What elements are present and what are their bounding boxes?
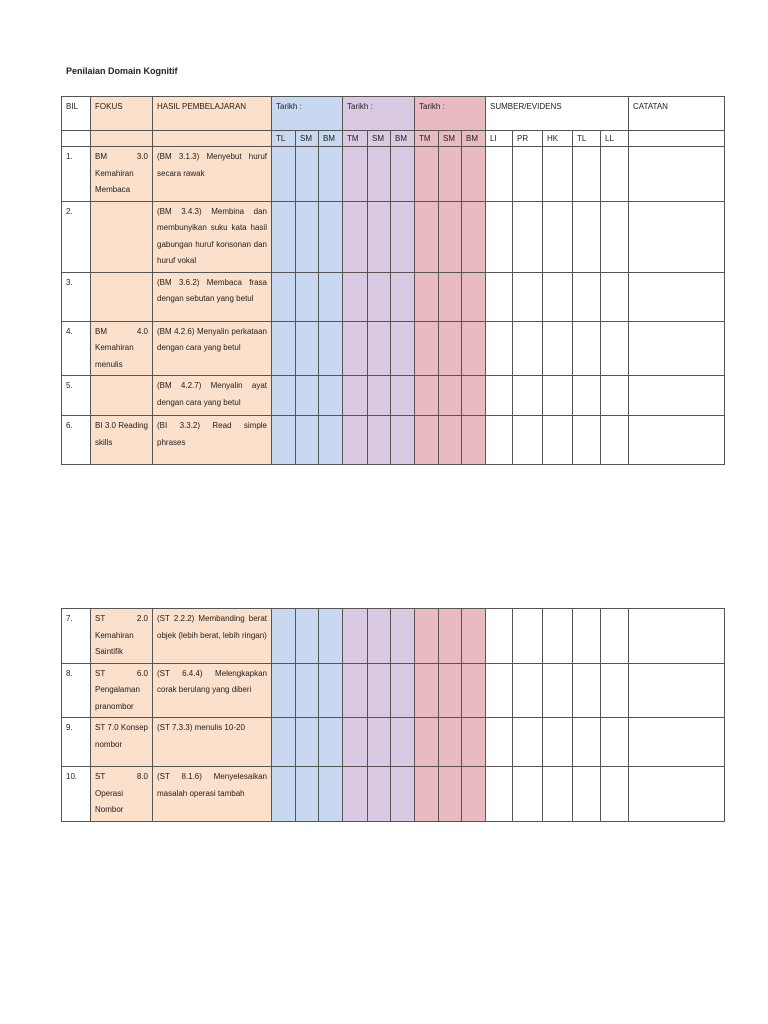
- assessment-cell[interactable]: [296, 201, 319, 272]
- assessment-cell[interactable]: [296, 416, 319, 465]
- assessment-cell[interactable]: [319, 321, 343, 376]
- assessment-cell[interactable]: [486, 609, 513, 664]
- assessment-cell[interactable]: [486, 376, 513, 416]
- row-fokus: ST 6.0 Pengalaman pranombor: [91, 663, 153, 718]
- assessment-cell[interactable]: [343, 321, 368, 376]
- table-body-part-1: [62, 147, 725, 465]
- row-hasil: (BM 3.1.3) Menyebut huruf secara rawak: [153, 147, 272, 202]
- row-bil: 4.: [62, 321, 91, 376]
- row-bil: 6.: [62, 416, 91, 465]
- row-hasil: (BM 4.2.6) Menyalin perkataan dengan cara yang betul: [153, 321, 272, 376]
- assessment-cell[interactable]: [415, 272, 439, 321]
- assessment-cell[interactable]: [601, 201, 629, 272]
- assessment-cell[interactable]: [513, 272, 543, 321]
- assessment-cell[interactable]: [368, 767, 391, 822]
- row-fokus: [91, 201, 153, 272]
- assessment-cell[interactable]: [601, 609, 629, 664]
- assessment-cell[interactable]: [486, 321, 513, 376]
- row-fokus: BM 3.0 Kemahiran Membaca: [91, 147, 153, 202]
- assessment-cell[interactable]: [573, 767, 601, 822]
- assessment-cell[interactable]: [573, 376, 601, 416]
- assessment-cell[interactable]: [629, 767, 725, 822]
- table-row: [62, 272, 725, 321]
- row-hasil: (ST 7.3.3) menulis 10-20: [153, 718, 272, 767]
- assessment-cell[interactable]: [272, 767, 296, 822]
- assessment-cell[interactable]: [486, 416, 513, 465]
- assessment-cell[interactable]: [343, 718, 368, 767]
- assessment-cell[interactable]: [391, 609, 415, 664]
- assessment-cell[interactable]: [486, 147, 513, 202]
- assessment-cell[interactable]: [486, 272, 513, 321]
- assessment-cell[interactable]: [462, 147, 486, 202]
- assessment-cell[interactable]: [629, 201, 725, 272]
- assessment-cell[interactable]: [368, 147, 391, 202]
- row-bil: 7.: [62, 609, 91, 664]
- assessment-cell[interactable]: [391, 416, 415, 465]
- header-bil: BIL: [62, 97, 91, 131]
- row-bil: 2.: [62, 201, 91, 272]
- subheader-sm: SM: [439, 131, 462, 147]
- assessment-cell[interactable]: [543, 201, 573, 272]
- assessment-cell[interactable]: [601, 376, 629, 416]
- row-hasil: (ST 6.4.4) Melengkapkan corak berulang yang diberi: [153, 663, 272, 718]
- assessment-cell[interactable]: [513, 376, 543, 416]
- assessment-cell[interactable]: [319, 718, 343, 767]
- assessment-cell[interactable]: [629, 718, 725, 767]
- assessment-cell[interactable]: [319, 147, 343, 202]
- assessment-cell[interactable]: [272, 376, 296, 416]
- assessment-cell[interactable]: [513, 718, 543, 767]
- assessment-cell[interactable]: [601, 663, 629, 718]
- assessment-cell[interactable]: [296, 767, 319, 822]
- assessment-cell[interactable]: [439, 609, 462, 664]
- assessment-cell[interactable]: [439, 767, 462, 822]
- assessment-cell[interactable]: [415, 201, 439, 272]
- assessment-cell[interactable]: [319, 272, 343, 321]
- subheader-sm: SM: [368, 131, 391, 147]
- table-row: [62, 147, 725, 202]
- assessment-cell[interactable]: [296, 718, 319, 767]
- assessment-cell[interactable]: [391, 767, 415, 822]
- assessment-cell[interactable]: [391, 663, 415, 718]
- assessment-cell[interactable]: [439, 272, 462, 321]
- row-bil: 3.: [62, 272, 91, 321]
- row-fokus: [91, 376, 153, 416]
- assessment-cell[interactable]: [368, 718, 391, 767]
- subheader-tm: TM: [343, 131, 368, 147]
- subheader-bm: BM: [462, 131, 486, 147]
- assessment-cell[interactable]: [272, 147, 296, 202]
- table-row: [62, 663, 725, 718]
- assessment-cell[interactable]: [296, 272, 319, 321]
- subheader-blank: [91, 131, 153, 147]
- assessment-cell[interactable]: [601, 272, 629, 321]
- row-hasil: (ST 8.1.6) Menyelesaikan masalah operasi tambah: [153, 767, 272, 822]
- assessment-cell[interactable]: [601, 147, 629, 202]
- assessment-cell[interactable]: [415, 718, 439, 767]
- assessment-cell[interactable]: [391, 321, 415, 376]
- assessment-cell[interactable]: [319, 609, 343, 664]
- assessment-cell[interactable]: [573, 321, 601, 376]
- subheader-tl: TL: [573, 131, 601, 147]
- assessment-cell[interactable]: [543, 416, 573, 465]
- assessment-cell[interactable]: [296, 147, 319, 202]
- assessment-cell[interactable]: [343, 416, 368, 465]
- row-bil: 8.: [62, 663, 91, 718]
- assessment-cell[interactable]: [462, 376, 486, 416]
- assessment-cell[interactable]: [272, 609, 296, 664]
- row-hasil: (BM 4.2.7) Menyalin ayat dengan cara yang betul: [153, 376, 272, 416]
- assessment-cell[interactable]: [391, 376, 415, 416]
- assessment-cell[interactable]: [272, 718, 296, 767]
- assessment-cell[interactable]: [573, 147, 601, 202]
- table-row: [62, 767, 725, 822]
- assessment-cell[interactable]: [272, 272, 296, 321]
- assessment-cell[interactable]: [296, 609, 319, 664]
- assessment-cell[interactable]: [391, 201, 415, 272]
- assessment-cell[interactable]: [439, 416, 462, 465]
- assessment-cell[interactable]: [601, 767, 629, 822]
- table-row: [62, 416, 725, 465]
- assessment-cell[interactable]: [272, 201, 296, 272]
- document-title: Penilaian Domain Kognitif: [66, 66, 178, 76]
- assessment-cell[interactable]: [296, 376, 319, 416]
- row-fokus: ST 7.0 Konsep nombor: [91, 718, 153, 767]
- table-body-part-2: [62, 609, 725, 822]
- assessment-cell[interactable]: [513, 609, 543, 664]
- assessment-cell[interactable]: [462, 321, 486, 376]
- assessment-cell[interactable]: [543, 321, 573, 376]
- assessment-cell[interactable]: [343, 147, 368, 202]
- assessment-cell[interactable]: [486, 767, 513, 822]
- assessment-cell[interactable]: [486, 663, 513, 718]
- table-row: [62, 376, 725, 416]
- assessment-cell[interactable]: [486, 201, 513, 272]
- assessment-cell[interactable]: [343, 767, 368, 822]
- assessment-cell[interactable]: [629, 272, 725, 321]
- assessment-cell[interactable]: [391, 718, 415, 767]
- header-catatan: CATATAN: [629, 97, 725, 131]
- assessment-cell[interactable]: [543, 272, 573, 321]
- header-fokus: FOKUS: [91, 97, 153, 131]
- assessment-cell[interactable]: [415, 147, 439, 202]
- assessment-cell[interactable]: [368, 663, 391, 718]
- assessment-cell[interactable]: [573, 663, 601, 718]
- assessment-cell[interactable]: [629, 416, 725, 465]
- assessment-cell[interactable]: [343, 609, 368, 664]
- assessment-cell[interactable]: [462, 272, 486, 321]
- assessment-cell[interactable]: [391, 147, 415, 202]
- subheader-hk: HK: [543, 131, 573, 147]
- header-sumber: SUMBER/EVIDENS: [486, 97, 629, 131]
- assessment-cell[interactable]: [439, 201, 462, 272]
- subheader-ll: LL: [601, 131, 629, 147]
- subheader-blank: [153, 131, 272, 147]
- row-hasil: (ST 2.2.2) Membanding berat objek (lebih berat, lebih ringan): [153, 609, 272, 664]
- row-fokus: ST 2.0 Kemahiran Saintifik: [91, 609, 153, 664]
- assessment-cell[interactable]: [343, 201, 368, 272]
- row-fokus: ST 8.0 Operasi Nombor: [91, 767, 153, 822]
- assessment-cell[interactable]: [629, 663, 725, 718]
- assessment-cell[interactable]: [319, 201, 343, 272]
- header-hasil: HASIL PEMBELAJARAN: [153, 97, 272, 131]
- assessment-cell[interactable]: [543, 663, 573, 718]
- assessment-cell[interactable]: [415, 376, 439, 416]
- assessment-cell[interactable]: [319, 663, 343, 718]
- assessment-cell[interactable]: [601, 718, 629, 767]
- assessment-cell[interactable]: [368, 321, 391, 376]
- assessment-cell[interactable]: [573, 416, 601, 465]
- row-hasil: (BM 3.4.3) Membina dan membunyikan suku kata hasil gabungan huruf konsonan dan huruf vokal: [153, 201, 272, 272]
- assessment-cell[interactable]: [543, 376, 573, 416]
- subheader-tl: TL: [272, 131, 296, 147]
- assessment-cell[interactable]: [513, 663, 543, 718]
- row-bil: 10.: [62, 767, 91, 822]
- assessment-cell[interactable]: [415, 767, 439, 822]
- assessment-cell[interactable]: [439, 718, 462, 767]
- assessment-cell[interactable]: [462, 201, 486, 272]
- assessment-table-part-1: [61, 96, 725, 465]
- assessment-cell[interactable]: [601, 321, 629, 376]
- assessment-cell[interactable]: [439, 663, 462, 718]
- header-tarikh-1: Tarikh :: [272, 97, 343, 131]
- header-tarikh-3: Tarikh :: [415, 97, 486, 131]
- row-bil: 9.: [62, 718, 91, 767]
- assessment-cell[interactable]: [343, 376, 368, 416]
- assessment-cell[interactable]: [513, 416, 543, 465]
- assessment-cell[interactable]: [272, 663, 296, 718]
- row-hasil: (BI 3.3.2) Read simple phrases: [153, 416, 272, 465]
- table-row: [62, 201, 725, 272]
- assessment-cell[interactable]: [391, 272, 415, 321]
- assessment-table-part-2: [61, 608, 725, 822]
- assessment-cell[interactable]: [368, 416, 391, 465]
- row-fokus: BI 3.0 Reading skills: [91, 416, 153, 465]
- assessment-cell[interactable]: [368, 272, 391, 321]
- assessment-cell[interactable]: [573, 718, 601, 767]
- assessment-cell[interactable]: [415, 416, 439, 465]
- assessment-cell[interactable]: [629, 147, 725, 202]
- assessment-cell[interactable]: [368, 609, 391, 664]
- assessment-cell[interactable]: [513, 147, 543, 202]
- assessment-cell[interactable]: [415, 609, 439, 664]
- assessment-cell[interactable]: [462, 767, 486, 822]
- subheader-blank: [62, 131, 91, 147]
- assessment-cell[interactable]: [319, 767, 343, 822]
- assessment-cell[interactable]: [629, 609, 725, 664]
- subheader-blank: [629, 131, 725, 147]
- table-row: [62, 718, 725, 767]
- assessment-cell[interactable]: [272, 321, 296, 376]
- assessment-cell[interactable]: [343, 663, 368, 718]
- assessment-cell[interactable]: [343, 272, 368, 321]
- assessment-cell[interactable]: [513, 767, 543, 822]
- subheader-li: LI: [486, 131, 513, 147]
- assessment-cell[interactable]: [462, 416, 486, 465]
- subheader-bm: BM: [391, 131, 415, 147]
- table-row: [62, 321, 725, 376]
- header-tarikh-2: Tarikh :: [343, 97, 415, 131]
- assessment-cell[interactable]: [573, 272, 601, 321]
- row-fokus: BM 4.0 Kemahiran menulis: [91, 321, 153, 376]
- subheader-bm: BM: [319, 131, 343, 147]
- subheader-pr: PR: [513, 131, 543, 147]
- assessment-cell[interactable]: [415, 321, 439, 376]
- assessment-cell[interactable]: [272, 416, 296, 465]
- row-fokus: [91, 272, 153, 321]
- assessment-cell[interactable]: [486, 718, 513, 767]
- assessment-cell[interactable]: [543, 147, 573, 202]
- assessment-cell[interactable]: [629, 321, 725, 376]
- assessment-cell[interactable]: [319, 376, 343, 416]
- assessment-cell[interactable]: [573, 201, 601, 272]
- subheader-tm: TM: [415, 131, 439, 147]
- assessment-cell[interactable]: [462, 663, 486, 718]
- assessment-cell[interactable]: [296, 663, 319, 718]
- assessment-cell[interactable]: [296, 321, 319, 376]
- row-hasil: (BM 3.6.2) Membaca frasa dengan sebutan yang betul: [153, 272, 272, 321]
- assessment-cell[interactable]: [543, 718, 573, 767]
- assessment-cell[interactable]: [439, 376, 462, 416]
- subheader-row: [62, 131, 725, 147]
- assessment-cell[interactable]: [439, 321, 462, 376]
- header-row: [62, 97, 725, 131]
- assessment-cell[interactable]: [368, 376, 391, 416]
- assessment-cell[interactable]: [573, 609, 601, 664]
- assessment-cell[interactable]: [439, 147, 462, 202]
- assessment-cell[interactable]: [462, 718, 486, 767]
- assessment-cell[interactable]: [415, 663, 439, 718]
- assessment-cell[interactable]: [462, 609, 486, 664]
- assessment-cell[interactable]: [319, 416, 343, 465]
- assessment-cell[interactable]: [543, 609, 573, 664]
- assessment-cell[interactable]: [513, 201, 543, 272]
- assessment-cell[interactable]: [513, 321, 543, 376]
- assessment-cell[interactable]: [629, 376, 725, 416]
- table-row: [62, 609, 725, 664]
- assessment-cell[interactable]: [368, 201, 391, 272]
- row-bil: 1.: [62, 147, 91, 202]
- assessment-cell[interactable]: [543, 767, 573, 822]
- row-bil: 5.: [62, 376, 91, 416]
- assessment-cell[interactable]: [601, 416, 629, 465]
- subheader-sm: SM: [296, 131, 319, 147]
